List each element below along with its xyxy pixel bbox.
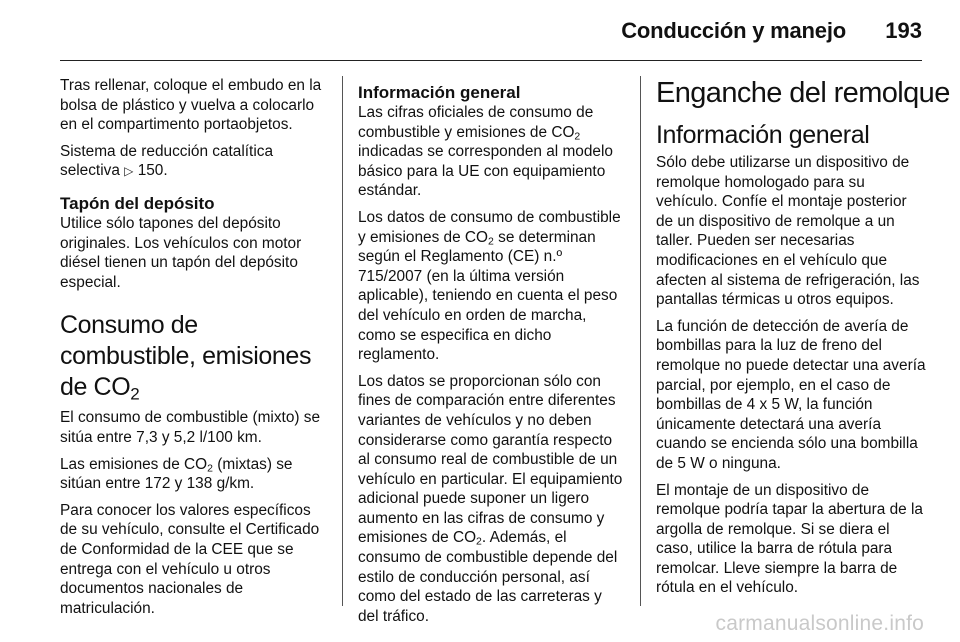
heading-tapon: Tapón del depósito [60,193,215,213]
paragraph-tapon: Utilice sólo tapones del depósito originales. Los vehículos con motor diésel tienen un tapón del depósito especial. [60,214,302,291]
watermark: carmanualsonline.info [715,612,924,635]
paragraph-scr-ref [60,142,330,182]
paragraph-certificado: Para conocer los valores específicos de su vehículo, consulte el Certificado de Conformidad de la CEE que se entrega con el vehículo u otros documentos nacionales de matriculación. [60,501,320,617]
scr-page-ref[interactable]: 150. [137,162,168,180]
heading-informacion-general-remolque: Información general [656,121,870,149]
paragraph-deteccion-averia: La función de detección de avería de bombillas para la luz de freno del remolque no puede detectar una avería parcial, por ejemplo, en el caso de bombillas de 4 x 5 W, la función únicamente detectará una avería cuando se encienda sólo una bombilla de 5 W o ninguna. [656,317,926,472]
reglamento-sub: 2 [488,236,494,248]
page-number: 193 [885,18,922,43]
column-left [60,76,330,625]
paragraph-emisiones [60,455,330,494]
emisiones-text-a: Las emisiones de CO [60,455,208,473]
header-rule [60,60,922,61]
heading-consumo-text: Consumo de combustible, emisiones de CO [60,311,312,402]
paragraph-embudo: Tras rellenar, coloque el embudo en la bolsa de plástico y vuelva a colocarlo en el compartimento portaobjetos. [60,77,322,134]
triangle-right-icon: ▷ [124,164,134,179]
running-title: Conducción y manejo [621,18,846,43]
reglamento-text-b: se determinan según el Reglamento (CE) n.º 715/2007 (en la última versión aplicable), teniendo en cuenta el peso del vehículo en orden de marcha, como se especifica en dicho reglamento. [358,228,618,364]
paragraph-consumo-mixto: El consumo de combustible (mixto) se sitúa entre 7,3 y 5,2 l/100 km. [60,409,321,446]
cifras-text-b: indicadas se corresponden al modelo básico para la UE con equipamiento estándar. [358,143,613,200]
section-title-enganche: Enganche del remolque [656,77,950,109]
comparacion-text-a: Los datos se proporcionan sólo con fines de comparación entre diferentes variantes de vehículos y no deben considerarse como garantía respecto al consumo real de combustible de un vehículo en particular. El equipamiento adicional puede suponer un ligero aumento en las cifras de consumo y emisiones de CO [358,372,623,547]
comparacion-sub: 2 [476,537,482,549]
paragraph-dispositivo-homologado: Sólo debe utilizarse un dispositivo de remolque homologado para su vehículo. Confíe el montaje posterior de un dispositivo de remolque a un taller. Pueden ser necesarias modificaciones en el vehículo que afecten al sistema de refrigeración, las pantallas térmicas u otros equipos. [656,154,920,309]
paragraph-reglamento [358,208,626,365]
paragraph-argolla: El montaje de un dispositivo de remolque podría tapar la abertura de la argolla de remolque. Si se diera el caso, utilice la barra de rótula para remolcar. Lleve siempre la barra de rótula en el vehículo. [656,481,923,597]
column-right [656,76,950,605]
paragraph-cifras-oficiales [358,103,626,201]
page-header [0,0,960,60]
scr-text: Sistema de reducción catalítica selectiva [60,142,274,180]
reglamento-text-a: Los datos de consumo de combustible y emisiones de CO [358,208,621,246]
paragraph-comparacion [358,372,626,627]
heading-consumo-emisiones [60,310,330,403]
emisiones-sub: 2 [207,463,213,475]
column-divider-2 [640,76,641,606]
heading-consumo-sub: 2 [130,384,140,404]
column-divider-1 [342,76,343,606]
column-middle [358,83,626,633]
comparacion-text-b: . Además, el consumo de combustible depende del estilo de conducción personal, así como del estado de las carreteras y del tráfico. [358,529,618,625]
emisiones-text-b: (mixtas) se sitúan entre 172 y 138 g/km. [60,455,293,493]
cifras-text-a: Las cifras oficiales de consumo de combustible y emisiones de CO [358,104,594,141]
heading-informacion-general: Información general [358,83,521,102]
cifras-sub: 2 [574,131,581,143]
